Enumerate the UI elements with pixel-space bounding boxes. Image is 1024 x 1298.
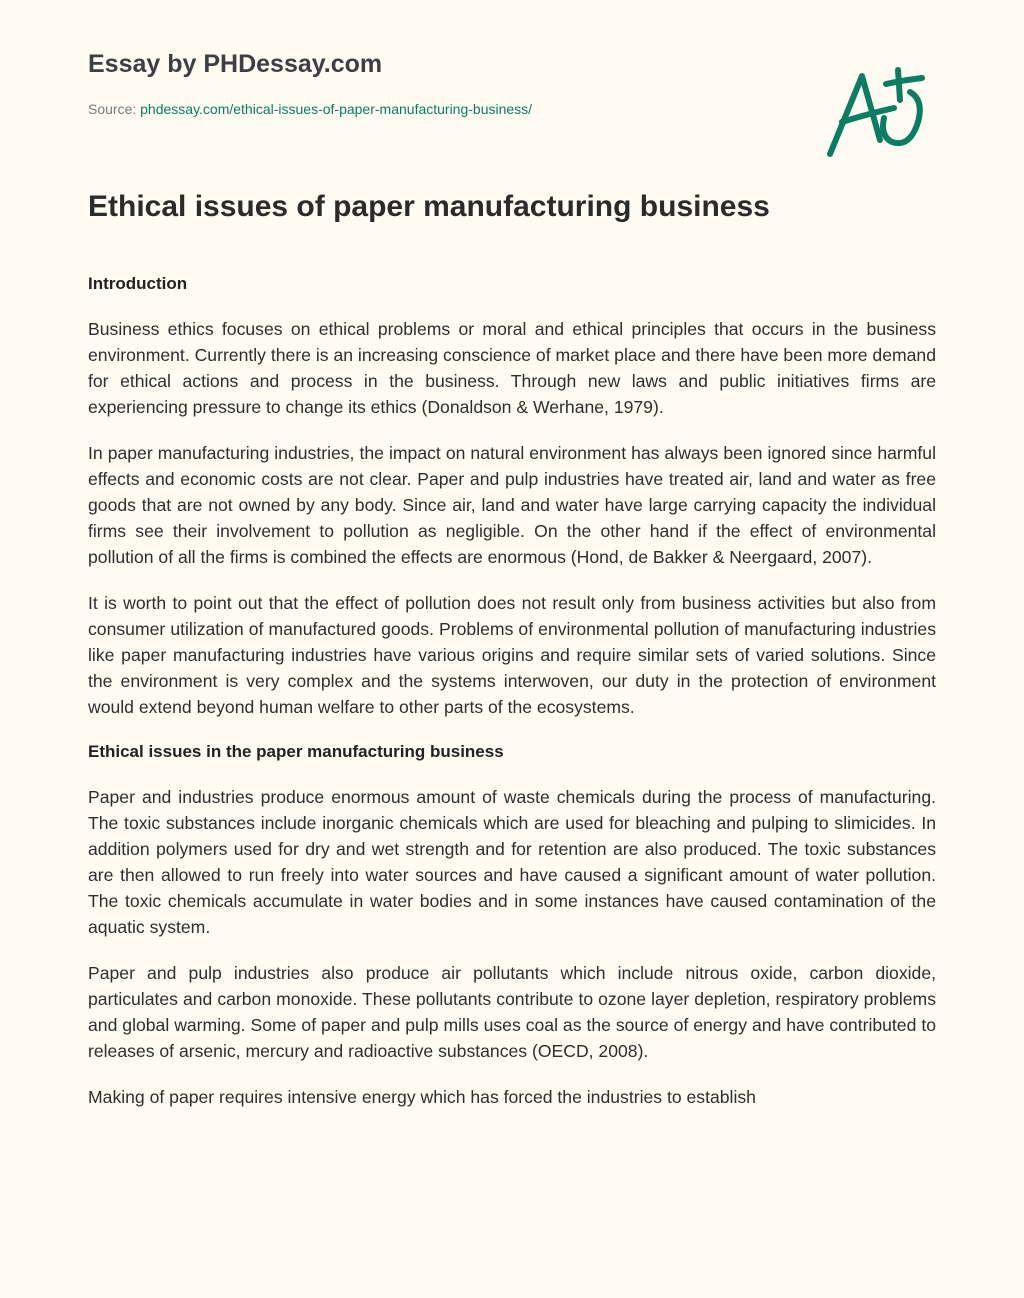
paragraph: In paper manufacturing industries, the impact on natural environment has always been ignored since harmful effects and economic costs are not clear. Paper and pulp industries have treated air, land and water as free goods that are not owned by any body. Since air, land and water have large carrying capacity the individual firms see their involvement to pollution as negligible. On the other hand if the effect of environmental pollution of all the firms is combined the effects are enormous (Hond, de Bakker & Neergaard, 2007). — [88, 443, 936, 567]
a-plus-logo-icon — [822, 62, 932, 162]
page-title: Ethical issues of paper manufacturing business — [88, 190, 770, 223]
essay-content — [88, 272, 936, 1298]
site-name: Essay by PHDessay.com — [88, 50, 383, 78]
source-link[interactable]: phdessay.com/ethical-issues-of-paper-manufacturing-business/ — [140, 101, 533, 117]
paragraph: Making of paper requires intensive energy which has forced the industries to establish — [88, 1087, 756, 1107]
paragraph: Paper and industries produce enormous amount of waste chemicals during the process of manufacturing. The toxic substances include inorganic chemicals which are used for bleaching and pulping to slimicides. In addition polymers used for dry and wet strength and for retention are also produced. The toxic substances are then allowed to run freely into water sources and have caused a significant amount of water pollution. The toxic chemicals accumulate in water bodies and in some instances have caused contamination of the aquatic system. — [88, 787, 936, 937]
paragraph: Paper and pulp industries also produce air pollutants which include nitrous oxide, carbon dioxide, particulates and carbon monoxide. These pollutants contribute to ozone layer depletion, respiratory problems and global warming. Some of paper and pulp mills uses coal as the source of energy and have contributed to releases of arsenic, mercury and radioactive substances (OECD, 2008). — [88, 963, 936, 1061]
section-heading: Ethical issues in the paper manufacturing business — [88, 742, 504, 761]
section-heading: Introduction — [88, 274, 188, 293]
source-label: Source: — [88, 101, 141, 117]
paragraph: It is worth to point out that the effect of pollution does not result only from business activities but also from consumer utilization of manufactured goods. Problems of environmental pollution of manufacturing industries like paper manufacturing industries have various origins and require similar sets of varied solutions. Since the environment is very complex and the systems interwoven, our duty in the protection of environment would extend beyond human welfare to other parts of the ecosystems. — [88, 593, 936, 717]
paragraph: Business ethics focuses on ethical problems or moral and ethical principles that occurs in the business environment. Currently there is an increasing conscience of market place and there have been more demand for ethical actions and process in the business. Through new laws and public initiatives firms are experiencing pressure to change its ethics (Donaldson & Werhane, 1979). — [88, 319, 936, 417]
source-line — [88, 101, 532, 117]
